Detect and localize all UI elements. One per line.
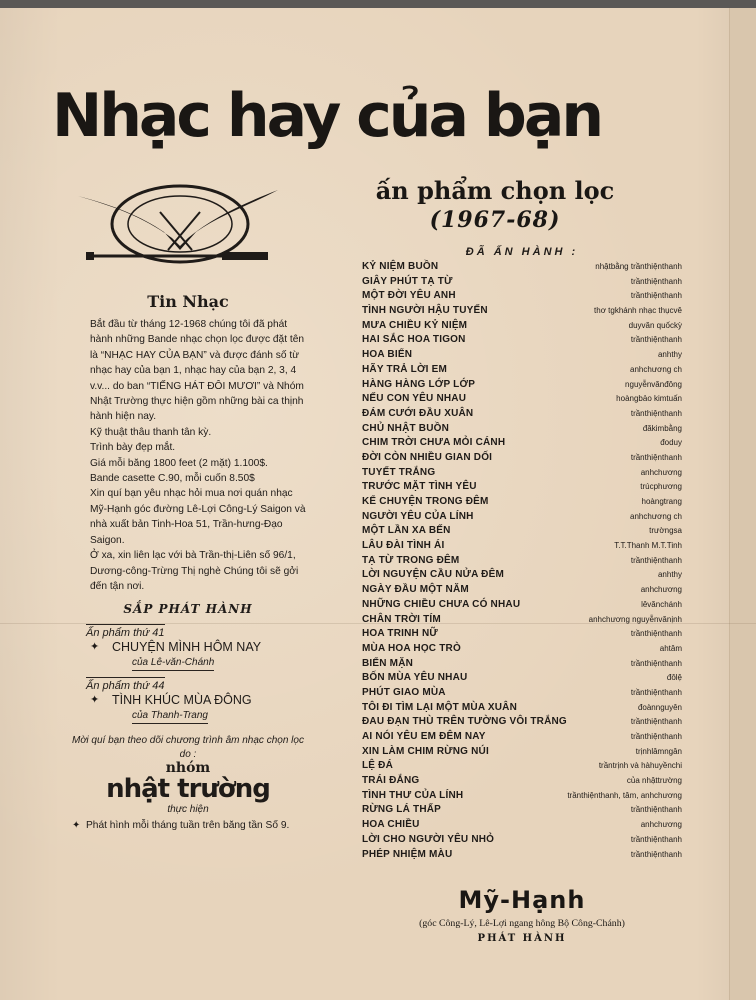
song-title: CHỦ NHẬT BUỒN (362, 422, 450, 434)
song-row (362, 334, 682, 349)
song-row (362, 790, 682, 805)
song-author: trầnthiệnthanh (630, 805, 682, 815)
song-author: nguyễnvănđông (625, 379, 682, 389)
subtitle-line1: ấn phẩm chọn lọc (375, 176, 615, 205)
song-title: TẠ TỪ TRONG ĐÊM (362, 554, 460, 566)
nhat-truong-name: nhật trường (106, 774, 270, 805)
broadcast-note-text: Phát hình mỗi tháng tuần trên băng tần Số 9. (86, 820, 290, 832)
published-list (362, 246, 682, 863)
song-row (362, 614, 682, 629)
song-author: trầnthiệnthanh (630, 687, 682, 697)
song-title: LÂU ĐÀI TÌNH ÁI (362, 540, 445, 552)
song-row (362, 408, 682, 423)
song-row (362, 746, 682, 761)
song-author: trịnhlâmngân (635, 746, 682, 756)
song-author: đoduy (660, 438, 682, 448)
song-row (362, 320, 682, 335)
news-column (68, 292, 308, 833)
song-row (362, 364, 682, 379)
song-row (362, 496, 682, 511)
song-author: trầnthiệnthanh (630, 555, 682, 565)
song-title: HÃY TRẢ LỜI EM (362, 363, 448, 375)
song-title: LỜI CHO NGƯỜI YÊU NHỎ (362, 833, 495, 845)
song-row (362, 540, 682, 555)
song-title: LỜI NGUYỆN CẦU NỬA ĐÊM (362, 569, 504, 581)
song-author: trầnthiệnthanh (630, 408, 682, 418)
song-row (362, 687, 682, 702)
song-row (362, 760, 682, 775)
song-title: MÙA HOA HỌC TRÒ (362, 642, 461, 654)
song-row (362, 569, 682, 584)
song-row (362, 628, 682, 643)
song-author: anhchương (640, 820, 682, 830)
song-row (362, 555, 682, 570)
song-author: anhchương nguyễnvănịnh (588, 614, 682, 624)
song-author: anhchương (640, 585, 682, 595)
song-title: RỪNG LÁ THẤP (362, 804, 442, 816)
song-title: NẾU CON YÊU NHAU (362, 393, 467, 405)
song-author: trầnthiệnthanh (630, 717, 682, 727)
song-title: ĐÁM CƯỚI ĐẦU XUÂN (362, 407, 474, 419)
song-row (362, 437, 682, 452)
song-title: MƯA CHIỀU KỶ NIỆM (362, 319, 468, 331)
song-author: trườngsa (649, 526, 682, 536)
song-title: HOA TRINH NỮ (362, 628, 438, 640)
song-title: TUYẾT TRẮNG (362, 466, 436, 478)
song-row (362, 467, 682, 482)
song-title: PHÚT GIAO MÙA (362, 686, 446, 698)
song-row (362, 511, 682, 526)
leaflet-page (0, 8, 756, 1000)
song-row (362, 393, 682, 408)
song-title: TÌNH NGƯỜI HẬU TUYẾN (362, 305, 488, 317)
song-author: lêvănchánh (641, 599, 682, 609)
song-author: ahtâm (659, 643, 682, 653)
song-title: CHÂN TRỜI TÍM (362, 613, 441, 625)
upcoming-issue (68, 624, 308, 671)
song-title: TRƯỚC MẶT TÌNH YÊU (362, 481, 477, 493)
issue-label: Ấn phẩm thứ 41 (86, 624, 165, 640)
coming-soon-title: SẮP PHÁT HÀNH (123, 602, 253, 617)
song-author: anhchương ch (630, 511, 682, 521)
news-price-1: Giá mỗi băng 1800 feet (2 mặt) 1.100$. (90, 457, 268, 469)
diamond-bullet-icon: ✦ (72, 820, 81, 832)
song-author: hoàngtrang (641, 497, 682, 506)
diamond-bullet-icon: ✦ (90, 641, 100, 654)
song-title: NGÀY ĐẦU MỘT NĂM (362, 584, 469, 596)
song-title: ĐAU ĐẠN THÙ TRÊN TƯỜNG VÔI TRẮNG (362, 716, 567, 728)
song-row (362, 702, 682, 717)
news-title: Tin Nhạc (147, 292, 229, 311)
masthead-title: Nhạc hay của bạn (52, 81, 602, 151)
song-row (362, 804, 682, 819)
song-title: KỶ NIỆM BUỒN (362, 261, 439, 272)
song-row (362, 716, 682, 731)
song-title: HAI SẮC HOA TIGON (362, 334, 466, 346)
song-author: anhchương ch (630, 364, 682, 374)
publisher-block (362, 886, 682, 944)
song-title: LỆ ĐÁ (362, 760, 393, 772)
issue-label: Ấn phẩm thứ 44 (86, 677, 165, 693)
song-title: XIN LÀM CHIM RỪNG NÚI (362, 745, 489, 757)
publisher-address: (góc Công-Lý, Lê-Lợi ngang hông Bộ Công-Chánh) (419, 918, 625, 929)
song-title: BỐN MÙA YÊU NHAU (362, 672, 468, 684)
subtitle-years: (1967-68) (429, 207, 561, 233)
song-title: CHIM TRỜI CHƯA MỎI CÁNH (362, 437, 506, 449)
song-author: trầnthiệnthanh (630, 276, 682, 286)
issue-title: TÌNH KHÚC MÙA ĐÔNG (112, 693, 252, 708)
song-author: đoànnguyên (637, 702, 682, 712)
paper-edge (729, 8, 756, 1000)
song-title: TÔI ĐI TÌM LẠI MỘT MÙA XUÂN (362, 701, 518, 713)
song-row (362, 290, 682, 305)
song-row (362, 452, 682, 467)
publisher-name: Mỹ-Hạnh (458, 886, 586, 914)
song-row (362, 305, 682, 320)
song-title: GIÂY PHÚT TẠ TỪ (362, 275, 453, 287)
song-row (362, 349, 682, 364)
song-title: PHÉP NHIỆM MÀU (362, 848, 453, 860)
upcoming-issue (68, 677, 308, 724)
song-author: trầnthiệnthanh, tâm, anhchương (567, 790, 682, 800)
news-far-away: Ở xa, xin liên lạc với bà Trần-thị-Liên số 96/1, Dương-công-Trừng Thị nghè Chúng tôi sẽ gởi đến tận nơi. (90, 550, 299, 592)
winged-record-logo (72, 176, 282, 286)
news-quality-2: Trình bày đẹp mắt. (90, 442, 176, 454)
song-author: trúcphương (640, 482, 682, 492)
song-author: anhthy (657, 350, 682, 360)
song-title: TÌNH THƯ CỦA LÍNH (362, 789, 464, 801)
song-row (362, 834, 682, 849)
issue-title: CHUYỆN MÌNH HÔM NAY (112, 640, 262, 655)
song-author: hoàngbảo kimtuấn (616, 394, 682, 404)
issue-author: của Lê-văn-Chánh (132, 656, 214, 671)
song-row (362, 481, 682, 496)
song-title: HOA BIỂN (362, 349, 413, 361)
song-author: anhchương (640, 467, 682, 477)
news-where-to-buy: Xin quí bạn yêu nhạc hỏi mua nơi quán nhạc Mỹ-Hạnh góc đường Lê-Lợi Công-Lý Saigon và nhà xuất bản Tinh-Hoa 51, Trần-hưng-Đạo Saigon. (90, 488, 306, 546)
song-author: duyvăn quốckỳ (628, 320, 682, 330)
song-title: HOA CHIỀU (362, 819, 420, 831)
song-author: trầnthiệnthanh (630, 849, 682, 859)
published-heading: ĐÃ ẤN HÀNH : (465, 246, 579, 258)
news-price-2: Bande casette C.90, mỗi cuốn 8.50$ (90, 473, 255, 485)
song-author: trầntrịnh và hàhuyềnchi (598, 761, 682, 771)
broadcast-note (68, 819, 308, 833)
song-title: MỘT LẦN XA BẾN (362, 525, 451, 537)
song-author: nhậtbằng trầnthiệnthanh (595, 262, 682, 271)
song-title: BIỂN MẶN (362, 657, 414, 669)
song-title: TRÁI ĐẮNG (362, 775, 420, 787)
song-author: đăkimbằng (642, 423, 682, 433)
song-row (362, 261, 682, 276)
song-row (362, 584, 682, 599)
song-title: KỂ CHUYỆN TRONG ĐÊM (362, 496, 489, 507)
song-row (362, 658, 682, 673)
performs-label: thực hiện (167, 804, 209, 816)
song-title: AI NÓI YÊU EM ĐÊM NAY (362, 731, 486, 742)
song-author: T.T.Thanh M.T.Tinh (614, 541, 682, 551)
song-row (362, 276, 682, 291)
issue-author: của Thanh-Trang (132, 709, 208, 724)
song-author: trầnthiệnthanh (630, 834, 682, 844)
song-author: trầnthiệnthanh (630, 291, 682, 301)
song-author: thơ tgkhánh nhạc thụcvê (594, 306, 682, 316)
news-quality-1: Kỹ thuật thâu thanh tân kỳ. (90, 426, 212, 438)
song-author: trầnthiệnthanh (630, 452, 682, 462)
group-label: nhóm (165, 760, 211, 777)
song-row (362, 672, 682, 687)
song-title: MỘT ĐỜI YÊU ANH (362, 290, 456, 302)
song-author: trầnthiệnthanh (630, 658, 682, 668)
publisher-label: PHÁT HÀNH (477, 933, 567, 944)
song-author: trầnthiệnthanh (630, 335, 682, 345)
song-title: NHỮNG CHIỀU CHƯA CÓ NHAU (362, 598, 521, 610)
song-author: trầnthiệnthanh (630, 629, 682, 639)
song-title: HÀNG HÀNG LỚP LỚP (362, 378, 476, 390)
song-row (362, 423, 682, 438)
song-list (362, 261, 682, 863)
song-author: anhthy (657, 570, 682, 580)
song-title: ĐỜI CÒN NHIỀU GIAN DỐI (362, 451, 493, 463)
song-title: NGƯỜI YÊU CỦA LÍNH (362, 510, 474, 522)
song-author: trầnthiệnthanh (630, 732, 682, 741)
song-row (362, 849, 682, 864)
song-author: của nhậttrường (626, 776, 682, 786)
song-row (362, 599, 682, 614)
song-row (362, 643, 682, 658)
song-row (362, 731, 682, 746)
song-row (362, 775, 682, 790)
subtitle (365, 176, 625, 233)
song-author: đôlệ (666, 673, 682, 683)
song-row (362, 819, 682, 834)
invite-text: Mời quí bạn theo dõi chương trình âm nhạc chọn lọc do : (72, 735, 304, 761)
news-intro: Bắt đầu từ tháng 12-1968 chúng tôi đã phát hành những Bande nhạc chọn lọc được đặt tên là “NHẠC HAY CỦA BẠN” và được đánh số từ nhạc hay của bạn 1, nhạc hay của bạn 2, 3, 4 v.v... do ban “TIẾNG HÁT ĐÔI MƯƠI” và Nhóm Nhật Trường thực hiện gồm những bài ca thịnh hành hiện nay. (90, 319, 305, 423)
song-row (362, 525, 682, 540)
diamond-bullet-icon: ✦ (90, 694, 100, 707)
song-row (362, 379, 682, 394)
